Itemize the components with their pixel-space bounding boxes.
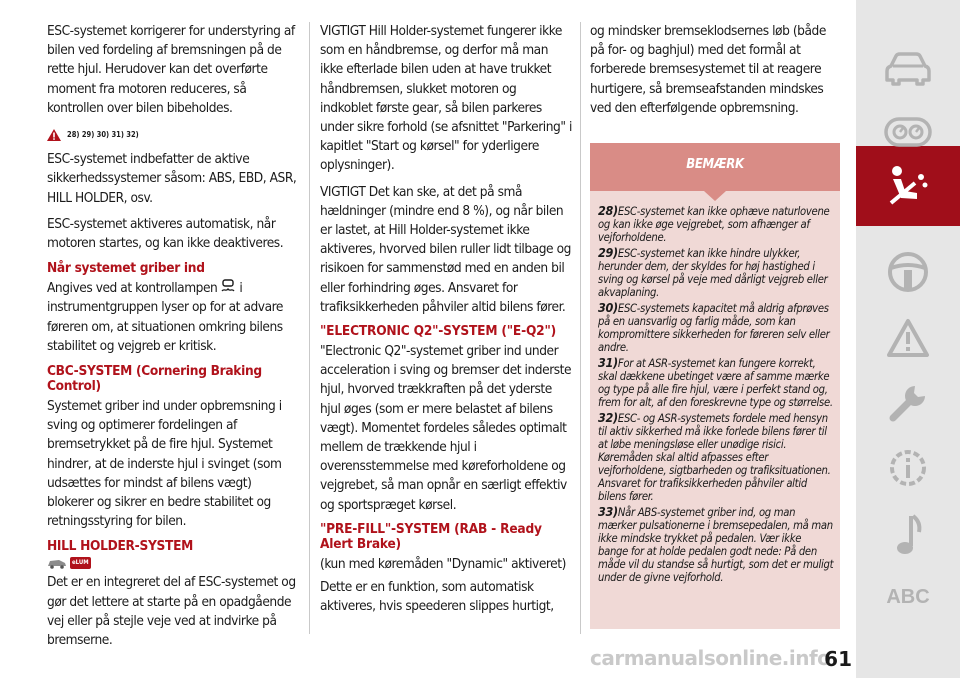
car-icon[interactable] [856, 52, 960, 86]
section-heading: "ELECTRONIC Q2"-SYSTEM ("E-Q2") [320, 323, 557, 340]
paragraph: ESC-systemet aktiveres automatisk, når motoren startes, og kan ikke deaktiveres. [47, 215, 284, 252]
paragraph: "Electronic Q2"-systemet griber ind under acceleration i sving og bremser det inderste hjul, hvorved trækkraften på det yderste hjul øges (som er mere belastet af bilens vægt). Momentet fordeles således optimalt mellem de trækkende hjul i overensstemmelse med køreforholdene og vejgrebet, så man opnår en særligt effektiv og sportspræget kørsel. [320, 343, 572, 513]
note-item [598, 505, 834, 584]
column-divider [580, 22, 581, 634]
text-fragment: Angives ved at kontrollampen [47, 280, 218, 297]
note-item-number: 31) [598, 355, 618, 370]
watermark: carmanualsonline.info [590, 646, 831, 670]
wrench-icon[interactable] [856, 380, 960, 426]
dashboard-gauges-icon[interactable] [856, 117, 960, 147]
airbag-seatbelt-icon[interactable] [856, 163, 960, 209]
note-pointer [704, 191, 726, 201]
section-heading: HILL HOLDER-SYSTEM [47, 538, 193, 555]
music-note-icon[interactable] [856, 512, 960, 558]
note-item-number: 30) [598, 300, 618, 315]
note-item [598, 204, 834, 244]
paragraph: ESC-systemet indbefatter de aktive sikkerhedssystemer såsom: ABS, EBD, ASR, HILL HOLDER, osv. [47, 151, 297, 206]
chapter-sidebar [856, 0, 960, 678]
paragraph: VIGTIGT Det kan ske, at det på små hældninger (mindre end 8 %), og når bilen er lastet, at Hill Holder-systemet ikke aktiveres, hvorved bilen ruller lidt tilbage og risikoen for sammenstød med en anden bil eller forhindring øges. Ansvaret for trafiksikkerheden påhviler altid bilens fører. [320, 183, 571, 315]
abc-index-link[interactable] [856, 586, 960, 609]
text-fragment: i instrumentgruppen lyser op for at advare føreren om, at situationen omkring bilens stabilitet og vejgreb er kritisk. [47, 280, 283, 354]
elum-badge: eLUM [70, 557, 91, 569]
info-gear-icon[interactable] [856, 445, 960, 491]
paragraph: VIGTIGT Hill Holder-systemet fungerer ikke som en håndbremse, og derfor må man ikke efterlade bilen uden at have trukket håndbremsen, slukket motoren og indkoblet første gear, så bilen parkeres under sikre forhold (se afsnittet "Parkering" i kapitlet "Start og kørsel" for yderligere oplysninger). [320, 23, 572, 174]
note-item-text: ESC-systemet kan ikke ophæve naturlovene og kan ikke øge vejgrebet, som afhænger af vejforholdene. [598, 205, 830, 244]
column-middle [320, 22, 572, 623]
column-right [590, 22, 840, 125]
paragraph: (kun med køremåden "Dynamic" aktiveret) [320, 555, 566, 572]
column-divider [309, 22, 310, 634]
paragraph: ESC-systemet korrigerer for understyring af bilen ved fordeling af bremsningen på de rette hjul. Herudover kan det overførte moment fra motoren reduceres, så kontrollen over bilen bibeholdes. [47, 23, 295, 116]
paragraph: Systemet griber ind under opbremsning i sving og optimerer fordelingen af bremsetrykket på de fire hjul. Systemet hindrer, at de inderste hjul i svinget (som udsættes for mindst af bilens vægt) blokerer og sikrer en bedre stabilitet og retningsstyring for bilen. [47, 398, 282, 530]
steering-wheel-icon[interactable] [856, 250, 960, 294]
warning-triangle-icon [47, 129, 61, 141]
note-item [598, 246, 834, 299]
note-box [590, 143, 840, 629]
warning-ref-numbers: 28) 29) 30) 31) 32) [67, 130, 139, 140]
note-item [598, 356, 834, 409]
note-body [590, 191, 840, 584]
warning-triangle-icon[interactable] [856, 318, 960, 358]
note-item-text: Når ABS-systemet griber ind, og man mærker pulsationerne i bremsepedalen, må man ikke mindske trykket på pedalen. Vær ikke bange for at holde pedalen godt nede: På den måde vil du standse så hurtigt, som det er muligt under de givne vejforhold. [598, 506, 834, 584]
note-item-text: ESC-systemet kan ikke hindre ulykker, herunder dem, der skyldes for høj hastighed i sving og kørsel på veje med dårligt vejgreb eller akvaplaning. [598, 247, 828, 299]
section-heading: CBC-SYSTEM (Cornering Braking Control) [47, 363, 262, 395]
note-item-text: For at ASR-systemet kan fungere korrekt, skal dækkene ubetinget være af samme mærke og type på alle fire hjul, være i perfekt stand og, frem for alt, af den foreskrevne type og størrelse. [598, 357, 833, 409]
page-number: 61 [824, 647, 852, 671]
note-item-number: 32) [598, 410, 618, 425]
note-item-text: ESC- og ASR-systemets fordele med hensyn til aktiv sikkerhed må ikke forlede bilens fører til at løbe meningsløse eller unødige risici. Køremåden skal altid afpasses efter vejforholdene, sigtbarheden og trafiksituationen. Ansvaret for trafiksikkerheden påhviler altid bilens fører. [598, 412, 831, 503]
note-item-text: ESC-systemets kapacitet må aldrig afprøves på en uansvarlig og farlig måde, som kan kompromittere sikkerheden for føreren selv eller andre. [598, 302, 830, 354]
section-heading: "PRE-FILL"-SYSTEM (RAB - Ready Alert Brake) [320, 520, 542, 552]
note-item [598, 301, 834, 354]
esc-warning-light-icon [220, 279, 236, 293]
note-item [598, 411, 834, 503]
paragraph: Det er en integreret del af ESC-systemet og gør det lettere at starte på en opadgående vej eller på stejle veje ved at indvirke på bremserne. [47, 574, 296, 649]
warning-refs [47, 125, 297, 144]
version-badges [47, 557, 297, 569]
note-item-number: 29) [598, 245, 618, 260]
paragraph: og mindsker bremseklodsernes løb (både på for- og baghjul) med det formål at forberede bremsesystemet til at reagere hurtigere, så bremseafstanden mindskes ved den efterfølgende opbremsning. [590, 23, 826, 116]
car-variant-icon [47, 557, 67, 569]
note-item-number: 28) [598, 203, 618, 218]
note-item-number: 33) [598, 504, 618, 519]
note-header [590, 143, 840, 191]
note-title: BEMÆRK [686, 157, 744, 172]
abc-label: ABC [886, 586, 930, 608]
paragraph [47, 279, 297, 356]
paragraph: Dette er en funktion, som automatisk aktiveres, hvis speederen slippes hurtigt, [320, 579, 554, 615]
column-left [47, 22, 297, 657]
section-heading: Når systemet griber ind [47, 260, 205, 277]
